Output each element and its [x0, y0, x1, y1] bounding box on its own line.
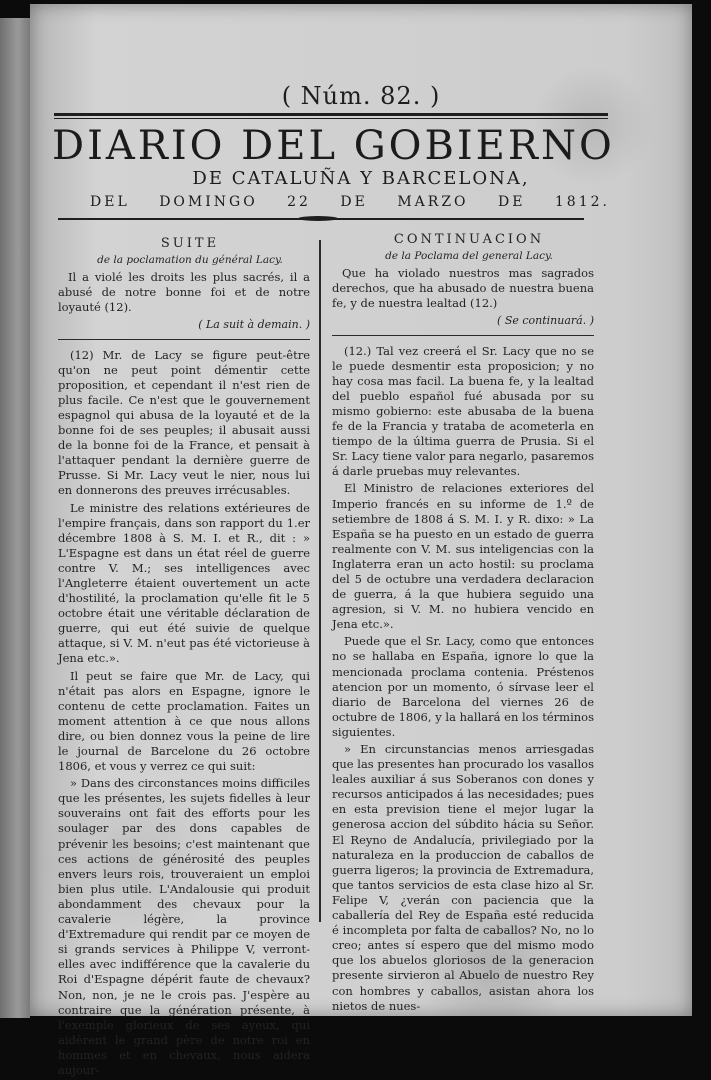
right-signoff: ( Se continuará. )	[497, 314, 594, 328]
left-paragraph: Le ministre des relations extérieures de l'empire français, dans son rapport du 1.er décembre 1808 à S. M. I. et R., dit : » L'Espagne est dans un état réel de guerre contre V. M.; ses intelligences avec l'Angleterre étaient ouvertement un acte d'hostilité, la proclamation qu'elle fit le 5 octobre était une véritable déclaration de guerre, qui eut été suivie de quelque attaque, si V. M. n'eut pas été victorieuse à Jena etc.».	[58, 500, 310, 666]
right-column	[332, 232, 594, 1016]
right-paragraph: (12.) Tal vez creerá el Sr. Lacy que no se le puede desmentir esta proposicion; y no hay cosa mas facil. La buena fe, y la lealtad del pueblo español fué abusada por su mismo gobierno: este abusaba de la buena fe de la Francia y trataba de acometerla en tiempo de la última guerra de Prusia. Si el Sr. Lacy tiene valor para negarlo, pasaremos á darle pruebas muy relevantes.	[332, 343, 594, 479]
left-separator	[58, 339, 310, 340]
right-paragraph: » En circunstancias menos arriesgadas que las presentes han procurado los vasallos leales auxiliar á sus Soberanos con dones y recursos anticipados á las necesidades; pues en esta prevision tiene el mejor lugar la generosa accion del súbdito hácia su Señor. El Reyno de Andalucía, privilegiado por la naturaleza en la produccion de caballos de guerra ligeros; la provincia de Extremadura, que tantos servicios de esta clase hizo al Sr. Felipe V, ¿verán con paciencia que la caballería del Rey de España esté reducida é incompleta por falta de caballos? No, no lo creo; antes sí espero que del mismo modo que los abuelos gloriosos de la generacion presente sirvieron al Abuelo de nuestro Rey con hombres y caballos, asistan ahora los nietos de nues-	[332, 742, 594, 1013]
masthead-top-rule	[54, 113, 608, 116]
left-intro: Il a violé les droits les plus sacrés, il a abusé de notre bonne foi et de notre loyauté (12).	[58, 270, 310, 315]
right-separator	[332, 335, 594, 336]
left-signoff: ( La suit à demain. )	[198, 318, 310, 332]
left-heading: SUITE	[160, 236, 220, 251]
masthead-top-rule-thin	[54, 118, 608, 119]
issue-number: ( Núm. 82. )	[281, 82, 441, 110]
left-subheading: de la poclamation du général Lacy.	[97, 254, 283, 267]
dateline-ornament	[298, 216, 338, 221]
date-part: MARZO	[397, 194, 469, 210]
masthead-title: DIARIO DEL GOBIERNO	[52, 123, 615, 169]
masthead-subtitle: DE CATALUÑA Y BARCELONA,	[192, 168, 530, 189]
right-paragraph: El Ministro de relaciones exteriores del Imperio francés en su informe de 1.º de setiembre de 1808 á S. M. I. y R. dixo: » La España se ha puesto en un estado de guerra realmente con V. M. sus inteligencias con la Inglaterra eran un acto hostil: su proclama del 5 de octubre una verdadera declaracion de guerra, á la que hubiera seguido una agresion, si V. M. no hubiera vencido en Jena etc.».	[332, 481, 594, 632]
left-column	[58, 236, 310, 1080]
date-part: DE	[340, 194, 368, 210]
newspaper-page	[30, 4, 692, 1077]
adjacent-page-edge	[0, 18, 30, 1018]
date-part: DEL	[90, 194, 130, 210]
date-part: 1812.	[554, 194, 610, 210]
date-part: DOMINGO	[159, 194, 258, 210]
dateline	[90, 194, 610, 210]
left-paragraph: » Dans des circonstances moins difficiles que les présentes, les sujets fidelles à leur souverains ont fait des efforts pour les soulager par des dons capables de prévenir les besoins; c'est maintenant que ces actions de générosité des peuples envers leurs rois, trouveraient un emploi bien plus utile. L'Andalousie qui produit abondamment des chevaux pour la cavalerie légère, la province d'Extremadure qui rendit par ce moyen de si grands services à Philippe V, verront-elles avec indifférence que la cavalerie du Roi d'Espagne dépérit faute de chevaux? Non, non, je ne le crois pas. J'espère au contraire que la génération présente, à l'exemple glorieux de ses ayeux, qui aidèrent le grand père de notre roi en hommes et en chevaux, nous aidera aujour-	[58, 776, 310, 1077]
right-subheading: de la Poclama del general Lacy.	[385, 250, 553, 263]
left-paragraph: (12) Mr. de Lacy se figure peut-être qu'on ne peut point démentir cette proposition, et cependant il n'est rien de plus facile. Ce n'est que le gouvernement espagnol qui abusa de la loyauté et de la bonne foi de ses peuples; il abusait aussi de la bonne foi de la France, et pensait à l'attaquer pendant la dernière guerre de Prusse. Si Mr. Lacy veut le nier, nous lui en donnerons des preuves irrécusables.	[58, 347, 310, 498]
column-divider	[319, 240, 321, 922]
left-paragraph: Il peut se faire que Mr. de Lacy, qui n'était pas alors en Espagne, ignore le contenu de cette proclamation. Faites un moment attention à ce que nous allons dire, ou bien donnez vous la peine de lire le journal de Barcelone du 26 octobre 1806, et vous y verrez ce qui suit:	[58, 668, 310, 774]
date-part: 22	[287, 194, 311, 210]
right-heading: CONTINUACION	[393, 232, 545, 247]
right-paragraph: Puede que el Sr. Lacy, como que entonces no se hallaba en España, ignore lo que la mencionada proclama contenia. Préstenos atencion por un momento, ó sírvase leer el diario de Barcelona del viernes 26 de octubre de 1806, y la hallará en los términos siguientes.	[332, 634, 594, 739]
right-intro: Que ha violado nuestros mas sagrados derechos, que ha abusado de nuestra buena fe, y de nuestra lealtad (12.)	[332, 266, 594, 311]
date-part: DE	[497, 194, 526, 210]
